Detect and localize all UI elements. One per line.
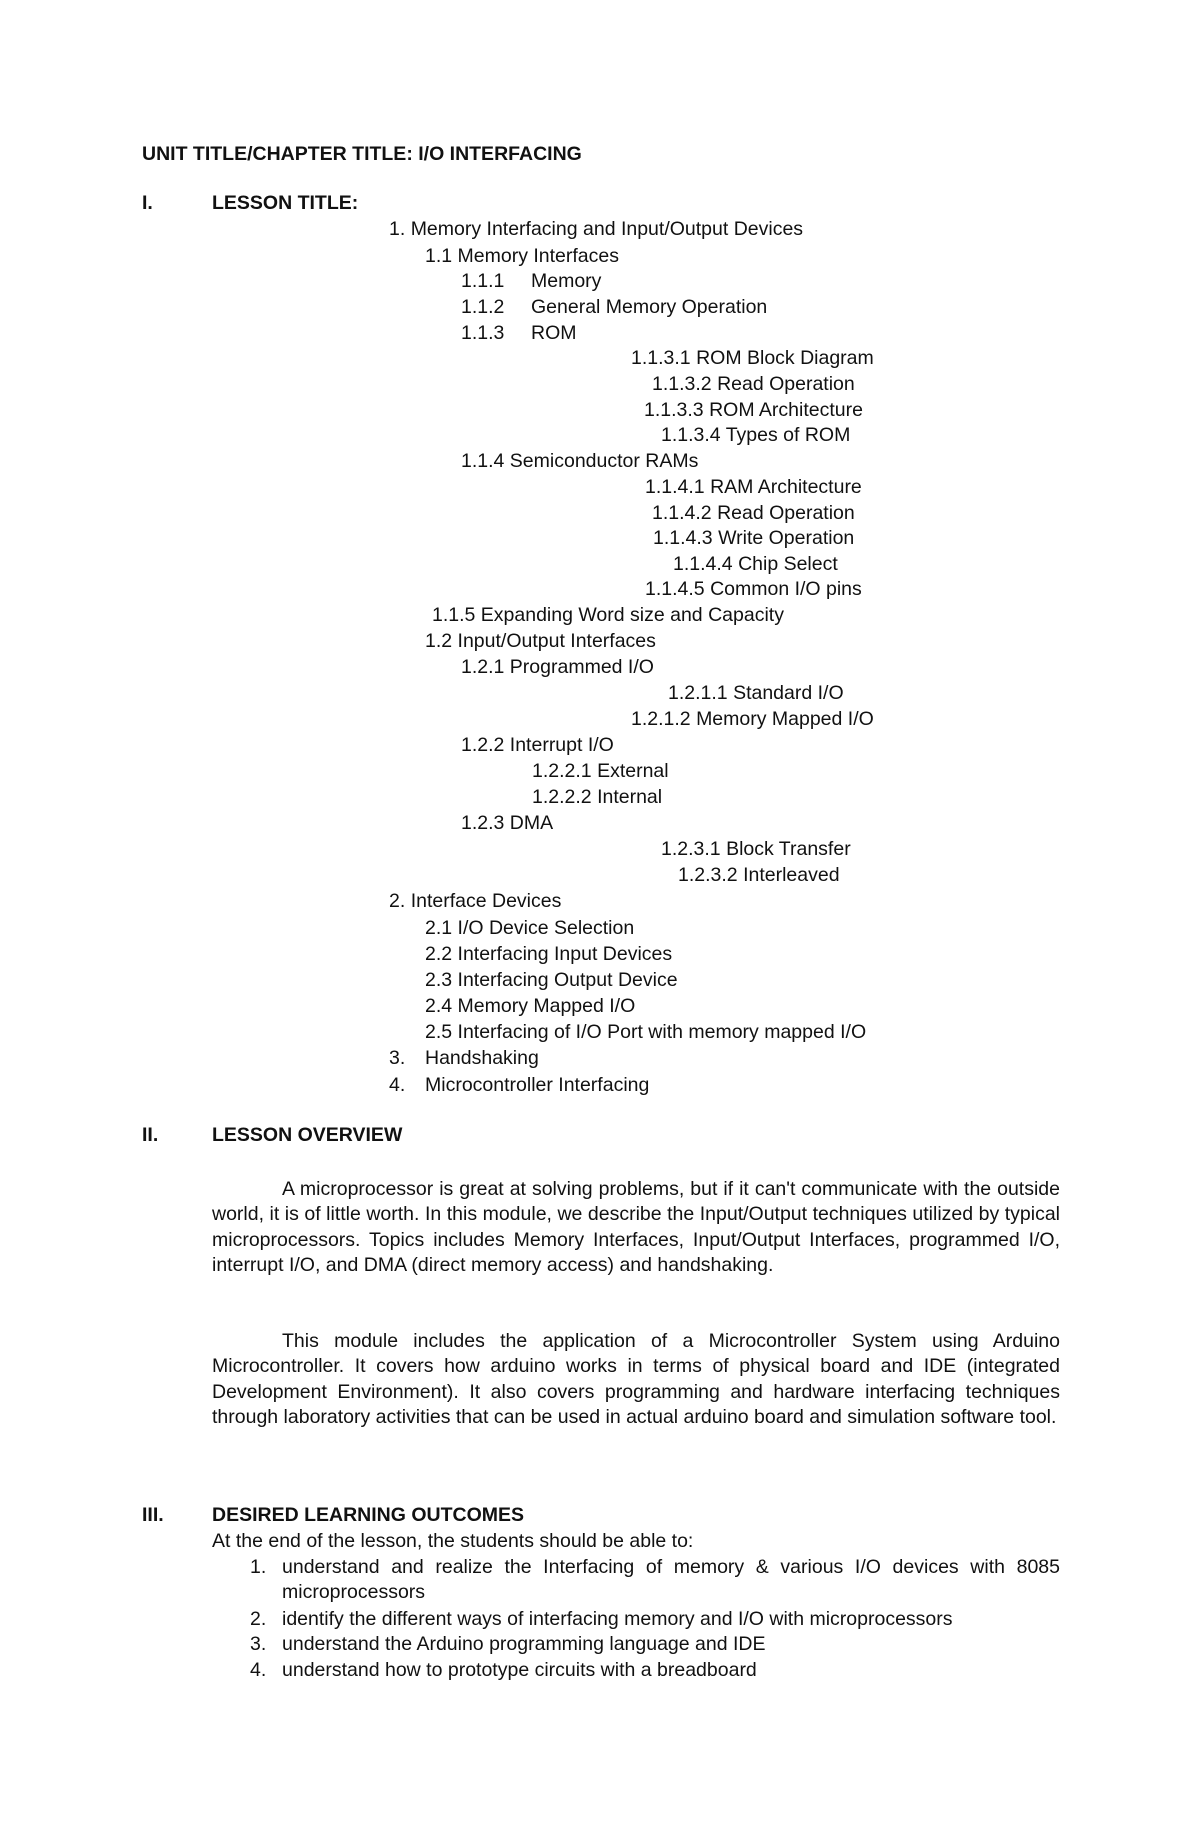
outline-item: 1.2.2 Interrupt I/O xyxy=(461,734,614,756)
section-heading-lesson-overview: LESSON OVERVIEW xyxy=(212,1124,403,1146)
outline-item: 1.1 Memory Interfaces xyxy=(425,245,619,267)
outline-item: 1.1.4.5 Common I/O pins xyxy=(645,578,862,600)
outline-item: 1.1.4 Semiconductor RAMs xyxy=(461,450,699,472)
outline-item: 1.1.3 ROM xyxy=(461,322,577,344)
section-heading-lesson-title: LESSON TITLE: xyxy=(212,192,359,214)
outcome-item: 2. identify the different ways of interfacing memory and I/O with microprocessors xyxy=(250,1608,953,1630)
outline-item: 1.2 Input/Output Interfaces xyxy=(425,630,656,652)
outline-item: 1.2.1.1 Standard I/O xyxy=(668,682,844,704)
section-numeral-ii: II. xyxy=(142,1124,159,1146)
outline-item: 1.1.4.4 Chip Select xyxy=(673,553,838,575)
section-numeral-i: I. xyxy=(142,192,153,214)
section-numeral-iii: III. xyxy=(142,1504,164,1526)
outline-item: 1.1.5 Expanding Word size and Capacity xyxy=(432,604,784,626)
outline-item: 1.1.1 Memory xyxy=(461,270,602,292)
outcomes-intro: At the end of the lesson, the students should be able to: xyxy=(212,1530,694,1552)
outcome-item: 3. understand the Arduino programming language and IDE xyxy=(250,1633,766,1655)
outline-item: 1.1.3.1 ROM Block Diagram xyxy=(631,347,874,369)
outline-item: 2.5 Interfacing of I/O Port with memory mapped I/O xyxy=(425,1021,867,1043)
outline-item: 1.1.4.2 Read Operation xyxy=(652,502,855,524)
outline-item: 1.1.4.1 RAM Architecture xyxy=(645,476,862,498)
outline-item: 1. Memory Interfacing and Input/Output Devices xyxy=(389,218,804,240)
outline-item: 1.2.2.1 External xyxy=(532,760,669,782)
outline-item: 2. Interface Devices xyxy=(389,890,562,912)
overview-paragraph-1: A microprocessor is great at solving problems, but if it can't communicate with the outside world, it is of little worth. In this module, we describe the Input/Output techniques utilized by typical microprocessors. Topics includes Memory Interfaces, Input/Output Interfaces, programmed I/O, interrupt I/O, and DMA (direct memory access) and handshaking. xyxy=(212,1178,1060,1277)
outline-item: 4. Microcontroller Interfacing xyxy=(389,1074,650,1096)
overview-paragraph-2: This module includes the application of a Microcontroller System using Arduino Microcontroller. It covers how arduino works in terms of physical board and IDE (integrated Development Environment). It also covers programming and hardware interfacing techniques through laboratory activities that can be used in actual arduino board and simulation software tool. xyxy=(212,1330,1060,1429)
outline-item: 1.1.4.3 Write Operation xyxy=(653,527,855,549)
unit-title: UNIT TITLE/CHAPTER TITLE: I/O INTERFACING xyxy=(142,143,582,165)
outline-item: 1.1.3.3 ROM Architecture xyxy=(644,399,863,421)
outline-item: 1.2.3.1 Block Transfer xyxy=(661,838,851,860)
outline-item: 1.2.3.2 Interleaved xyxy=(678,864,840,886)
outline-item: 2.4 Memory Mapped I/O xyxy=(425,995,636,1017)
outline-item: 2.2 Interfacing Input Devices xyxy=(425,943,673,965)
outline-item: 1.2.1.2 Memory Mapped I/O xyxy=(631,708,874,730)
outline-item: 3. Handshaking xyxy=(389,1047,539,1069)
outline-item: 2.1 I/O Device Selection xyxy=(425,917,635,939)
outline-item: 1.2.2.2 Internal xyxy=(532,786,663,808)
outline-item: 1.2.1 Programmed I/O xyxy=(461,656,654,678)
section-heading-desired-learning-outcomes: DESIRED LEARNING OUTCOMES xyxy=(212,1504,525,1526)
outline-item: 1.1.3.2 Read Operation xyxy=(652,373,855,395)
outline-item: 1.1.2 General Memory Operation xyxy=(461,296,768,318)
outline-item: 1.1.3.4 Types of ROM xyxy=(661,424,851,446)
outline-item: 1.2.3 DMA xyxy=(461,812,554,834)
outcome-item: 1. understand and realize the Interfacing of memory & various I/O devices with 8085 microprocessors xyxy=(250,1556,1060,1604)
outcome-item: 4. understand how to prototype circuits with a breadboard xyxy=(250,1659,757,1681)
outline-item: 2.3 Interfacing Output Device xyxy=(425,969,678,991)
